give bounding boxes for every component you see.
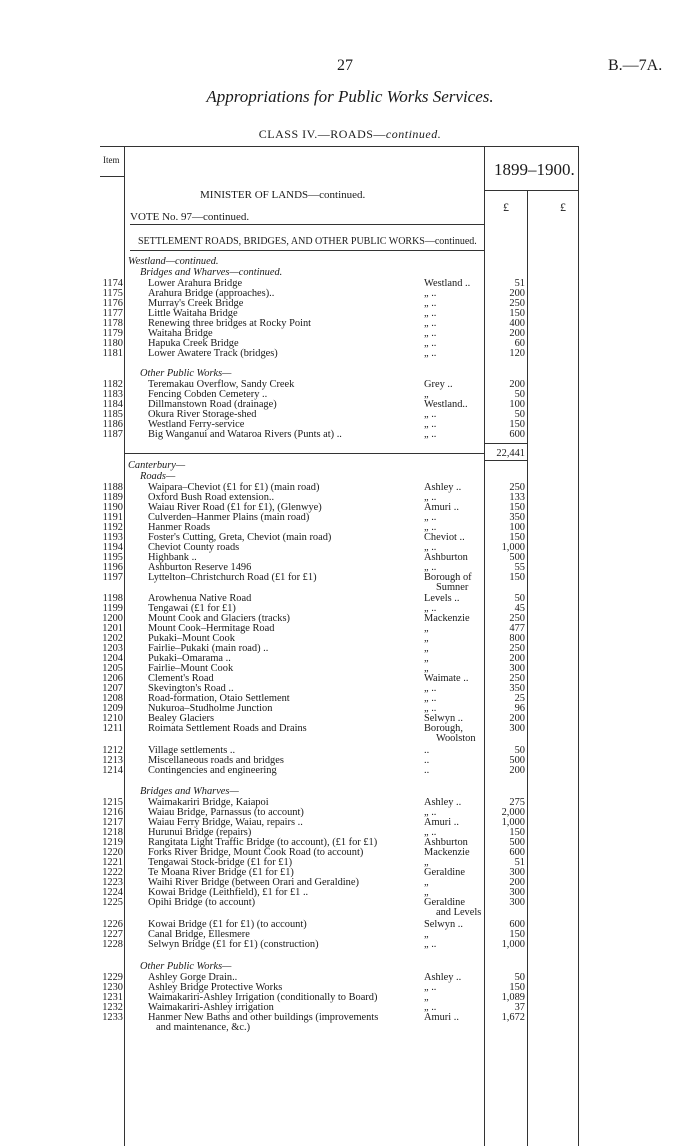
item-number: 1185 xyxy=(102,409,123,420)
category-heading: Other Public Works— xyxy=(140,368,232,379)
amount: 1,000 xyxy=(501,939,525,950)
table-row xyxy=(0,429,700,441)
locality: „ .. xyxy=(424,409,437,420)
amount: 150 xyxy=(509,827,525,838)
locality: „ .. xyxy=(424,328,437,339)
amount: 150 xyxy=(509,308,525,319)
item-description: Tengawai (£1 for £1) xyxy=(148,603,236,614)
locality: „ .. xyxy=(424,298,437,309)
amount: 200 xyxy=(509,765,525,776)
category-heading: Bridges and Wharves—continued. xyxy=(140,267,283,278)
amount: 51 xyxy=(514,857,525,868)
item-number: 1227 xyxy=(102,929,123,940)
locality: „ .. xyxy=(424,512,437,523)
amount: 50 xyxy=(514,745,525,756)
item-number: 1194 xyxy=(102,542,123,553)
locality: „ xyxy=(424,857,429,868)
locality: Grey .. xyxy=(424,379,453,390)
amount: 200 xyxy=(509,328,525,339)
locality: Woolston xyxy=(436,733,476,744)
locality: „ .. xyxy=(424,522,437,533)
item-number: 1212 xyxy=(102,745,123,756)
item-number: 1209 xyxy=(102,703,123,714)
table-row xyxy=(0,907,700,919)
item-number: 1208 xyxy=(102,693,123,704)
amount: 2,000 xyxy=(501,807,525,818)
locality: Sumner xyxy=(436,582,469,593)
amount: 250 xyxy=(509,482,525,493)
item-header-rule xyxy=(100,176,124,177)
amount: 150 xyxy=(509,929,525,940)
item-number: 1224 xyxy=(102,887,123,898)
item-number: 1197 xyxy=(102,572,123,583)
locality: .. xyxy=(424,765,430,776)
item-number: 1202 xyxy=(102,633,123,644)
amount: 1,000 xyxy=(501,542,525,553)
item-number: 1221 xyxy=(102,857,123,868)
item-number: 1193 xyxy=(102,532,123,543)
item-description: Kowai Bridge (£1 for £1) (to account) xyxy=(148,919,307,930)
item-description: Nukuroa–Studholme Junction xyxy=(148,703,273,714)
item-number: 1219 xyxy=(102,837,123,848)
item-description: Village settlements .. xyxy=(148,745,236,756)
amount: 100 xyxy=(509,399,525,410)
item-number: 1223 xyxy=(102,877,123,888)
amount: 500 xyxy=(509,552,525,563)
amount: 50 xyxy=(514,389,525,400)
item-number: 1210 xyxy=(102,713,123,724)
item-number: 1181 xyxy=(102,348,123,359)
locality: .. xyxy=(424,745,430,756)
item-number: 1190 xyxy=(102,502,123,513)
locality: „ xyxy=(424,887,429,898)
item-description: Fairlie–Pukaki (main road) .. xyxy=(148,643,269,654)
locality: „ xyxy=(424,653,429,664)
item-description: Pukaki–Mount Cook xyxy=(148,633,235,644)
amount: 150 xyxy=(509,982,525,993)
locality: Borough, xyxy=(424,723,463,734)
locality: Ashburton xyxy=(424,837,468,848)
item-description: Arahura Bridge (approaches).. xyxy=(148,288,275,299)
locality: Westland.. xyxy=(424,399,468,410)
item-description: Waitaha Bridge xyxy=(148,328,213,339)
locality: „ .. xyxy=(424,318,437,329)
item-description: Foster's Cutting, Greta, Cheviot (main road) xyxy=(148,532,332,543)
locality: „ .. xyxy=(424,542,437,553)
locality: „ .. xyxy=(424,827,437,838)
locality: „ xyxy=(424,877,429,888)
item-number: 1217 xyxy=(102,817,123,828)
item-description: Ashley Gorge Drain.. xyxy=(148,972,238,983)
item-description: Ashburton Reserve 1496 xyxy=(148,562,252,573)
amount: 150 xyxy=(509,532,525,543)
item-number: 1186 xyxy=(102,419,123,430)
page-number: 27 xyxy=(337,57,353,74)
locality: Cheviot .. xyxy=(424,532,465,543)
pound-symbol: £ xyxy=(503,200,509,214)
item-description: Hanmer Roads xyxy=(148,522,211,533)
locality: „ .. xyxy=(424,492,437,503)
amount: 150 xyxy=(509,419,525,430)
item-number: 1207 xyxy=(102,683,123,694)
item-description: Waiau Bridge, Parnassus (to account) xyxy=(148,807,304,818)
item-number: 1228 xyxy=(102,939,123,950)
amount: 477 xyxy=(509,623,525,634)
item-number: 1196 xyxy=(102,562,123,573)
item-description: Canal Bridge, Ellesmere xyxy=(148,929,250,940)
locality: „ xyxy=(424,992,429,1003)
amount: 300 xyxy=(509,867,525,878)
item-number: 1215 xyxy=(102,797,123,808)
locality: „ .. xyxy=(424,703,437,714)
amount: 51 xyxy=(514,278,525,289)
settlement-heading: SETTLEMENT ROADS, BRIDGES, AND OTHER PUBLIC WORKS—continued. xyxy=(138,236,477,247)
amount: 1,000 xyxy=(501,817,525,828)
locality: „ xyxy=(424,389,429,400)
item-description: Dillmanstown Road (drainage) xyxy=(148,399,277,410)
item-description: Waihi River Bridge (between Orari and Geraldine) xyxy=(148,877,359,888)
locality: „ .. xyxy=(424,348,437,359)
amount: 350 xyxy=(509,512,525,523)
item-description: Lower Arahura Bridge xyxy=(148,278,243,289)
item-number: 1192 xyxy=(102,522,123,533)
item-number: 1182 xyxy=(102,379,123,390)
locality: „ .. xyxy=(424,419,437,430)
item-number: 1203 xyxy=(102,643,123,654)
item-number: 1195 xyxy=(102,552,123,563)
item-number: 1226 xyxy=(102,919,123,930)
locality: „ .. xyxy=(424,603,437,614)
item-number: 1178 xyxy=(102,318,123,329)
item-column-header: Item xyxy=(103,155,120,165)
locality: Ashley .. xyxy=(424,797,462,808)
item-description: Waimakariri-Ashley Irrigation (conditionally to Board) xyxy=(148,992,378,1003)
amount: 250 xyxy=(509,673,525,684)
amount: 200 xyxy=(509,288,525,299)
table-top-rule xyxy=(100,146,578,147)
item-description: Fencing Cobden Cemetery .. xyxy=(148,389,268,400)
item-description: Murray's Creek Bridge xyxy=(148,298,244,309)
class-heading: CLASS IV.—ROADS—continued. xyxy=(258,127,442,141)
amount: 600 xyxy=(509,847,525,858)
locality: „ .. xyxy=(424,683,437,694)
table-row xyxy=(0,348,700,360)
table-row xyxy=(0,939,700,951)
locality: Amuri .. xyxy=(424,817,459,828)
category-heading: Roads— xyxy=(140,471,176,482)
locality: Levels .. xyxy=(424,593,460,604)
locality: „ xyxy=(424,643,429,654)
item-description: Lyttelton–Christchurch Road (£1 for £1) xyxy=(148,572,317,583)
locality: .. xyxy=(424,755,430,766)
item-number: 1220 xyxy=(102,847,123,858)
item-number: 1218 xyxy=(102,827,123,838)
item-number: 1201 xyxy=(102,623,123,634)
amount: 96 xyxy=(514,703,525,714)
item-number: 1176 xyxy=(102,298,123,309)
item-description: Kowai Bridge (Leithfield), £1 for £1 .. xyxy=(148,887,309,898)
page-title: Appropriations for Public Works Services. xyxy=(206,87,494,106)
amount: 250 xyxy=(509,298,525,309)
locality: „ .. xyxy=(424,338,437,349)
amount: 120 xyxy=(509,348,525,359)
item-number: 1191 xyxy=(102,512,123,523)
item-description: Tengawai Stock-bridge (£1 for £1) xyxy=(148,857,293,868)
table-row xyxy=(0,1022,700,1034)
amount: 200 xyxy=(509,713,525,724)
category-heading: Bridges and Wharves— xyxy=(140,786,239,797)
amount: 200 xyxy=(509,877,525,888)
year-column-header: 1899–1900. xyxy=(494,160,575,179)
amount: 500 xyxy=(509,837,525,848)
item-number: 1200 xyxy=(102,613,123,624)
amount: 250 xyxy=(509,613,525,624)
amount: 150 xyxy=(509,502,525,513)
amount: 200 xyxy=(509,379,525,390)
amount: 300 xyxy=(509,897,525,908)
item-description: Forks River Bridge, Mount Cook Road (to account) xyxy=(148,847,364,858)
item-description: Waimakariri-Ashley irrigation xyxy=(148,1002,274,1013)
item-description: Opihi Bridge (to account) xyxy=(148,897,256,908)
amount: 50 xyxy=(514,593,525,604)
amount: 50 xyxy=(514,972,525,983)
locality: Ashley .. xyxy=(424,972,462,983)
amount: 100 xyxy=(509,522,525,533)
locality: „ .. xyxy=(424,288,437,299)
category-heading: Other Public Works— xyxy=(140,961,232,972)
locality: „ .. xyxy=(424,308,437,319)
item-number: 1230 xyxy=(102,982,123,993)
locality: „ xyxy=(424,929,429,940)
subtotal-rule xyxy=(484,443,527,444)
amount: 1,672 xyxy=(501,1012,525,1023)
amount: 600 xyxy=(509,919,525,930)
item-number: 1198 xyxy=(102,593,123,604)
vote-heading: VOTE No. 97—continued. xyxy=(130,211,250,223)
item-description: Waiau River Road (£1 for £1), (Glenwye) xyxy=(148,502,322,513)
locality: „ xyxy=(424,623,429,634)
item-description: Teremakau Overflow, Sandy Creek xyxy=(148,379,295,390)
item-number: 1206 xyxy=(102,673,123,684)
item-number: 1180 xyxy=(102,338,123,349)
item-number: 1222 xyxy=(102,867,123,878)
amount: 300 xyxy=(509,887,525,898)
item-description: Rangitata Light Traffic Bridge (to account), (£1 for £1) xyxy=(148,837,378,848)
item-description: and maintenance, &c.) xyxy=(156,1022,251,1033)
pound-symbol: £ xyxy=(560,200,566,214)
item-description: Contingencies and engineering xyxy=(148,765,277,776)
item-description: Lower Awatere Track (bridges) xyxy=(148,348,278,359)
locality: „ .. xyxy=(424,429,437,440)
amount: 300 xyxy=(509,663,525,674)
item-description: Waipara–Cheviot (£1 for £1) (main road) xyxy=(148,482,320,493)
item-description: Waimakariri Bridge, Kaiapoi xyxy=(148,797,269,808)
locality: Amuri .. xyxy=(424,502,459,513)
item-description: Selwyn Bridge (£1 for £1) (construction) xyxy=(148,939,319,950)
locality: „ .. xyxy=(424,939,437,950)
item-number: 1174 xyxy=(102,278,123,289)
item-description: Roimata Settlement Roads and Drains xyxy=(148,723,307,734)
item-description: Miscellaneous roads and bridges xyxy=(148,755,284,766)
district-heading: Canterbury— xyxy=(128,460,186,471)
locality: Selwyn .. xyxy=(424,919,463,930)
amount: 150 xyxy=(509,572,525,583)
item-number: 1232 xyxy=(102,1002,123,1013)
amount: 300 xyxy=(509,723,525,734)
item-number: 1216 xyxy=(102,807,123,818)
item-number: 1205 xyxy=(102,663,123,674)
item-number: 1225 xyxy=(102,897,123,908)
item-number: 1177 xyxy=(102,308,123,319)
table-row xyxy=(0,733,700,745)
locality: „ xyxy=(424,633,429,644)
item-description: Hapuka Creek Bridge xyxy=(148,338,239,349)
amount: 133 xyxy=(509,492,525,503)
amount: 600 xyxy=(509,429,525,440)
item-number: 1231 xyxy=(102,992,123,1003)
amount: 55 xyxy=(514,562,525,573)
locality: Borough of xyxy=(424,572,472,583)
year-header-rule xyxy=(484,190,578,191)
minister-heading: MINISTER OF LANDS—continued. xyxy=(200,189,366,201)
settlement-rule xyxy=(130,250,484,251)
item-description: Fairlie–Mount Cook xyxy=(148,663,234,674)
item-description: Te Moana River Bridge (£1 for £1) xyxy=(148,867,294,878)
document-reference: B.—7A. xyxy=(608,57,663,74)
item-number: 1175 xyxy=(102,288,123,299)
amount: 400 xyxy=(509,318,525,329)
item-description: Mount Cook and Glaciers (tracks) xyxy=(148,613,290,624)
item-description: Culverden–Hanmer Plains (main road) xyxy=(148,512,310,523)
item-number: 1188 xyxy=(102,482,123,493)
item-number: 1199 xyxy=(102,603,123,614)
item-description: Oxford Bush Road extension.. xyxy=(148,492,275,503)
amount: 37 xyxy=(514,1002,525,1013)
amount: 50 xyxy=(514,409,525,420)
item-number: 1179 xyxy=(102,328,123,339)
locality: Geraldine xyxy=(424,897,465,908)
item-description: Hanmer New Baths and other buildings (improvements xyxy=(148,1012,379,1023)
amount: 45 xyxy=(514,603,525,614)
item-description: Waiau Ferry Bridge, Waiau, repairs .. xyxy=(148,817,303,828)
section-rule xyxy=(124,453,484,454)
locality: „ .. xyxy=(424,693,437,704)
item-number: 1211 xyxy=(102,723,123,734)
item-number: 1214 xyxy=(102,765,123,776)
item-description: Road-formation, Otaio Settlement xyxy=(148,693,290,704)
item-description: Mount Cook–Hermitage Road xyxy=(148,623,275,634)
item-description: Skevington's Road .. xyxy=(148,683,234,694)
locality: Selwyn .. xyxy=(424,713,463,724)
item-description: Okura River Storage-shed xyxy=(148,409,257,420)
item-description: Bealey Glaciers xyxy=(148,713,215,724)
item-description: Ashley Bridge Protective Works xyxy=(148,982,283,993)
amount: 60 xyxy=(514,338,525,349)
item-number: 1184 xyxy=(102,399,123,410)
amount: 25 xyxy=(514,693,525,704)
amount: 800 xyxy=(509,633,525,644)
locality: and Levels xyxy=(436,907,482,918)
item-description: Highbank .. xyxy=(148,552,197,563)
table-row xyxy=(0,765,700,777)
item-number: 1213 xyxy=(102,755,123,766)
locality: „ .. xyxy=(424,562,437,573)
locality: Mackenzie xyxy=(424,613,470,624)
locality: „ .. xyxy=(424,982,437,993)
item-description: Pukaki–Omarama .. xyxy=(148,653,231,664)
amount: 200 xyxy=(509,653,525,664)
item-description: Arowhenua Native Road xyxy=(148,593,252,604)
item-description: Clement's Road xyxy=(148,673,214,684)
item-number: 1204 xyxy=(102,653,123,664)
item-description: Cheviot County roads xyxy=(148,542,240,553)
locality: Ashley .. xyxy=(424,482,462,493)
item-number: 1229 xyxy=(102,972,123,983)
locality: Westland .. xyxy=(424,278,471,289)
locality: „ .. xyxy=(424,1002,437,1013)
vote-rule xyxy=(130,224,484,225)
locality: Amuri .. xyxy=(424,1012,459,1023)
item-description: Hurunui Bridge (repairs) xyxy=(148,827,252,838)
item-description: Westland Ferry-service xyxy=(148,419,245,430)
item-number: 1187 xyxy=(102,429,123,440)
amount: 250 xyxy=(509,643,525,654)
locality: „ .. xyxy=(424,807,437,818)
item-description: Renewing three bridges at Rocky Point xyxy=(148,318,312,329)
amount: 275 xyxy=(509,797,525,808)
westland-subtotal: 22,441 xyxy=(496,448,525,459)
item-number: 1189 xyxy=(102,492,123,503)
amount: 500 xyxy=(509,755,525,766)
locality: Geraldine xyxy=(424,867,465,878)
item-description: Little Waitaha Bridge xyxy=(148,308,238,319)
amount: 350 xyxy=(509,683,525,694)
item-number: 1183 xyxy=(102,389,123,400)
locality: „ xyxy=(424,663,429,674)
item-description: Big Wanganui and Wataroa Rivers (Punts at) .. xyxy=(148,429,342,440)
locality: Waimate .. xyxy=(424,673,469,684)
locality: Mackenzie xyxy=(424,847,470,858)
district-heading: Westland—continued. xyxy=(128,256,219,267)
locality: Ashburton xyxy=(424,552,468,563)
item-number: 1233 xyxy=(102,1012,123,1023)
amount: 1,089 xyxy=(501,992,525,1003)
